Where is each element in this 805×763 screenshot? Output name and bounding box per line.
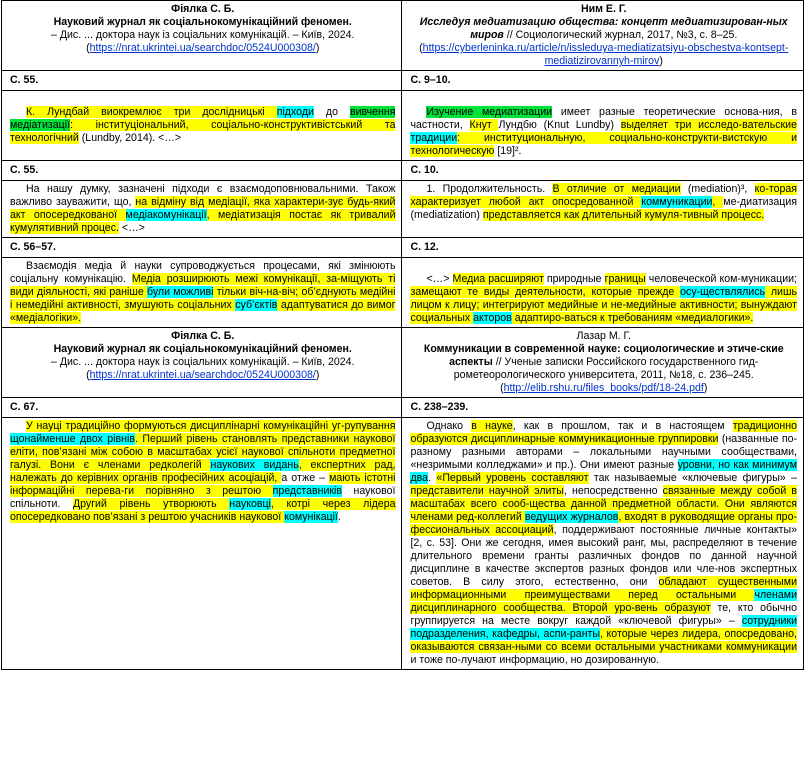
highlight-green: Изучение медиатизации [426,106,553,118]
left-link[interactable]: https://nrat.ukrintei.ua/searchdoc/0524U000308/ [89,369,316,381]
left-page-ref: С. 56–57. [2,238,402,258]
highlight-yellow: , [712,196,724,208]
text-segment: так называемые «ключевые фигуры» – [588,472,797,484]
highlight-yellow: обладают существенными информационными преимуществами перед остальными [410,576,797,601]
highlight-cyan: щонайменше двох рівнів [10,433,135,445]
highlight-cyan: традиции [410,132,458,144]
highlight-yellow: на відміну від медіації, яка характери-зує будь-який акт опосередкованої [10,196,396,221]
text-segment: <…> [426,273,453,285]
right-author: Лазар М. Г. [576,330,631,342]
left-source-header: Фіялка С. Б. Науковий журнал як соціальнокомунікаційний феномен. – Дис. ... доктора наук із соціальних комунікацій. – Київ, 2024. (https://nrat.ukrintei.ua/searchdoc/0524U000308/) [2,1,402,71]
highlight-cyan: комунікації [284,511,338,523]
highlight-yellow: лишь лицом к лицу; интегрируют медийные и не-медийные активности; вынуждают социальных [410,286,797,324]
text-segment: 1. Продолжительность. [426,183,553,195]
left-link[interactable]: https://nrat.ukrintei.ua/searchdoc/0524U000308/ [89,42,316,54]
text-segment: (названные по-разному разными авторами – локальными научными сообществами, «незримыми колледжами» и пр.). Они имеют разные [410,433,797,471]
highlight-yellow: ко-торая характеризует любой акт опосредованной [410,183,797,208]
highlight-cyan: суб’єктів [235,299,278,311]
right-excerpt [402,258,804,328]
highlight-cyan: були можливі [146,286,214,298]
text-segment: и тоже по-лучают информацию, но дозированную. [410,654,660,666]
text-segment: (mediation)³, [680,183,755,195]
text-segment: (Knut Lundby) [536,119,621,131]
left-source-header: Фіялка С. Б. Науковий журнал як соціальнокомунікаційний феномен. – Дис. ... доктора наук із соціальних комунікацій. – Київ, 2024. (https://nrat.ukrintei.ua/searchdoc/0524U000308/) [2,328,402,398]
right-excerpt [402,91,804,161]
highlight-yellow: : інституціональний, соціально-конструктивістський та технологічний [10,119,396,144]
highlight-yellow: замещают те виды деятельности, которые прежде [410,286,681,298]
highlight-cyan: підходи [276,106,314,118]
highlight-yellow: представители научной элиты [410,485,564,497]
right-page-ref: С. 238–239. [402,398,804,418]
highlight-cyan: ведущих журналов [524,511,619,523]
highlight-cyan: представників [272,485,343,497]
right-info: // Ученые записки Российского государственного гид-рометеорологического университета, 2011, №18, с. 236–245. [453,356,759,381]
text-segment: а отже – [281,472,330,484]
left-excerpt [2,258,402,328]
text-segment: Лундбю [498,119,537,131]
text-segment: , непосредственно [563,485,663,497]
page-row [2,398,804,418]
highlight-cyan: уровни, но как минимум два [410,459,797,484]
text-segment: наукової спільноти. [10,485,396,510]
text-segment: Однако [426,420,472,432]
left-author: Фіялка С. Б. [171,330,235,342]
text-segment: , как в прошлом, так и в настоящем [512,420,733,432]
highlight-yellow: , котрі через лідера опосередковано пов’язані з рештою учасників наукової [10,498,396,523]
highlight-yellow: У науці традиційно формуються дисциплінарні комунікаційні уг-рупування [26,420,396,432]
highlight-yellow: , експертних рад, належать до керівних органів професійних асоціацій, [10,459,396,484]
page-row [2,71,804,91]
text-segment: . [428,472,437,484]
right-page-ref: С. 9–10. [402,71,804,91]
highlight-yellow: адаптиро-ваться к требованиям «медиалогики». [511,312,754,324]
text-segment: [19]². [494,145,522,157]
highlight-yellow: Медиа расширяют [452,273,544,285]
highlight-yellow: тільки віч-на-віч; об’єднують медійні і немедійні активності, змушують соціальних [10,286,396,311]
right-excerpt [402,418,804,670]
left-page-ref: С. 55. [2,71,402,91]
text-segment: (Lundby, 2014). <…> [78,132,182,144]
highlight-yellow: выделяет три исследо-вательские [620,119,797,131]
highlight-yellow: границы [604,273,646,285]
highlight-cyan: коммуникации [641,196,713,208]
highlight-cyan: сотрудники подразделения, кафедры, аспи-ранты [410,615,797,640]
text-segment: <…> [118,222,145,234]
highlight-cyan: медіакомунікації [125,209,207,221]
highlight-yellow: дисциплинарного сообщества. Второй уро-вень образуют [410,602,711,614]
highlight-yellow: адаптуватися до вимог «медіалогіки». [10,299,396,324]
left-author: Фіялка С. Б. [171,3,235,15]
text-row [2,91,804,161]
highlight-cyan: осу-ществлялись [680,286,766,298]
text-row [2,181,804,238]
highlight-cyan: членами [754,589,797,601]
left-info: – Дис. ... доктора наук із соціальних комунікацій. – Київ, 2024. [51,356,355,368]
text-segment: те, кто обычно группируется на месте вокруг каждой «ключевой фигуры» – [410,602,797,627]
page-row [2,238,804,258]
highlight-yellow: , медіатизація постає як тривалий кумулятивний процес. [10,209,396,234]
right-title: Исследуя медиатизацию общества: концепт медиатизирован-ных миров [419,16,788,41]
header-row [2,1,804,71]
left-page-ref: С. 55. [2,161,402,181]
right-info: // Социологический журнал, 2017, №3, с. 8–25. [503,29,738,41]
highlight-yellow: В отличие от медиации [552,183,681,195]
right-author: Ним Е. Г. [580,3,627,15]
highlight-yellow: К. Лундбай виокремлює три дослідницькі [26,106,277,118]
right-source-header: Ним Е. Г. Исследуя медиатизацию общества: концепт медиатизирован-ных миров // Социологический журнал, 2017, №3, с. 8–25. (https://cyberleninka.ru/article/n/issleduya-mediatizatsiyu-obschestva-kontsept-mediatizirovannyh-mirov) [402,1,804,71]
highlight-yellow: : институциональную, социально-конструкти-вистскую и технологическую [410,132,797,157]
right-page-ref: С. 12. [402,238,804,258]
highlight-cyan: науковці [229,498,271,510]
highlight-yellow: мають істотні інформаційні перева-ги порівняно з рештою [10,472,396,497]
highlight-cyan: акторов [473,312,512,324]
right-link[interactable]: http://elib.rshu.ru/files_books/pdf/18-24.pdf [503,382,704,394]
text-row [2,258,804,328]
left-excerpt [2,418,402,670]
highlight-yellow: «Первый уровень составляют [436,472,589,484]
right-link[interactable]: https://cyberleninka.ru/article/n/issleduya-mediatizatsiyu-obschestva-kontsept-mediatizirovannyh-mirov [422,42,789,67]
left-excerpt [2,91,402,161]
page-row [2,161,804,181]
text-segment: имеет разные теоретические основа-ния, в частности, [410,106,797,131]
right-source-header: Лазар М. Г. Коммуникации в современной науке: социологические и этиче-ские аспекты // Ученые записки Российского государственного гид-рометеорологического университета, 2011, №18, с. 236–245. (http://elib.rshu.ru/files_books/pdf/18-24.pdf) [402,328,804,398]
right-excerpt [402,181,804,238]
highlight-yellow: представляется как длительный кумуля-тивный процесс. [482,209,765,221]
highlight-yellow: , которые через лидера, опосредовано, оказываются связан-ными со всеми остальными участниками коммуникации [410,628,797,653]
left-info: – Дис. ... доктора наук із соціальних комунікацій. – Київ, 2024. [51,29,355,41]
left-title: Науковий журнал як соціальнокомунікаційний феномен. [53,16,352,28]
highlight-yellow: Другий рівень утворюють [72,498,230,510]
right-page-ref: С. 10. [402,161,804,181]
text-segment: , поддерживают постоянные личные контакты» [2, с. 53]. Они же сегодня, имея высокий ранг, мы, распределяют в течение длительного времени гранты различных фондов по данной научной дисциплине в качестве экспертов разных фондов или чле-нов экспертных советов. В силу этого, естественно, они [410,524,798,588]
text-segment: ме-диатизация [723,196,797,208]
text-segment: природные [543,273,605,285]
left-title: Науковий журнал як соціальнокомунікаційний феномен. [53,343,352,355]
highlight-yellow: Кнут [469,119,499,131]
text-row [2,418,804,670]
text-segment: Взаємодія медіа й науки супроводжується процесами, які змінюють соціальну комунікацію. [10,260,396,285]
highlight-yellow: традиционно образуются дисциплинарные коммуникационные группировки [410,420,797,445]
text-segment: человеческой ком-муникации; [645,273,797,285]
highlight-yellow: . Перший рівень становлять представники наукової еліти, пов’язані між собою в масштабах усієї наукової спільноти предметної галузі. Вони є членами редколегій [10,433,396,471]
text-segment: до [313,106,350,118]
highlight-cyan: наукових видань [210,459,299,471]
highlight-yellow: связанные между собой в масштабах всего сооб-щества данной предметной области. Они являются членами ред-коллегий [410,485,798,523]
highlight-yellow: Медіа розширюють межі комунікації, за-міщують ті види діяльності, які раніше [10,273,396,298]
comparison-table [1,0,804,670]
text-segment: (mediatization) [410,209,483,221]
right-title: Коммуникации в современной науке: социологические и этиче-ские аспекты [423,343,784,368]
text-segment: . [337,511,341,523]
header-row [2,328,804,398]
text-segment: На нашу думку, зазначені підходи є взаємодоповнювальними. Також важливо зауважити, що, [10,183,396,208]
highlight-green: вивчення медіатизації [10,106,396,131]
highlight-yellow: в науке [471,420,513,432]
left-excerpt [2,181,402,238]
highlight-yellow: , входят в руководящие органы про-фессиональных ассоциаций [410,511,797,536]
left-page-ref: С. 67. [2,398,402,418]
